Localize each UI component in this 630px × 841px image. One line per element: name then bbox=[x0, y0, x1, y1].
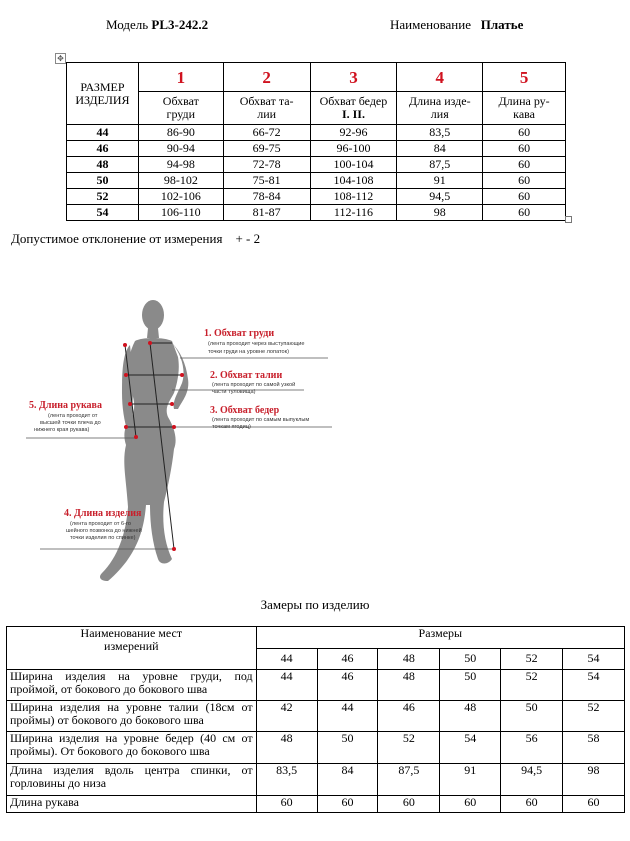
value-cell: 46 bbox=[378, 701, 440, 732]
label-hips bbox=[210, 405, 309, 430]
value-cell: 60 bbox=[483, 157, 566, 173]
name-label: Наименование bbox=[390, 17, 471, 32]
measurement-name: Ширина изделия на уровне талии (18см от проймы) от бокового до бокового шва bbox=[7, 701, 257, 732]
size-cell: 44 bbox=[67, 125, 139, 141]
value-cell: 75-81 bbox=[223, 173, 310, 189]
label-chest bbox=[204, 328, 305, 355]
table-row bbox=[67, 141, 566, 157]
value-cell: 91 bbox=[440, 764, 501, 796]
label-sleeve bbox=[29, 400, 102, 433]
column-label-line: лия bbox=[430, 107, 449, 121]
column-label-line: Обхват та- bbox=[239, 94, 294, 108]
table-move-handle-icon[interactable]: ✥ bbox=[55, 53, 66, 64]
value-cell: 60 bbox=[256, 796, 317, 813]
model-code: PL3-242.2 bbox=[151, 17, 209, 32]
label-sub: (лента проходит по самой узкой bbox=[212, 382, 296, 388]
measurements-table bbox=[6, 626, 625, 813]
tolerance-note: Допустимое отклонение от измерения + - 2 bbox=[11, 231, 261, 246]
table-row bbox=[7, 796, 625, 813]
value-cell: 87,5 bbox=[397, 157, 483, 173]
label-sub: (лента проходит через выступающие bbox=[208, 341, 305, 347]
column-label bbox=[223, 92, 310, 125]
column-number: 1 bbox=[138, 63, 223, 92]
value-cell: 98 bbox=[563, 764, 625, 796]
table-row bbox=[7, 701, 625, 732]
column-label-line: Длина изде- bbox=[408, 94, 471, 108]
label-length bbox=[64, 508, 142, 541]
measurement-name: Длина рукава bbox=[7, 796, 257, 813]
value-cell: 72-78 bbox=[223, 157, 310, 173]
value-cell: 54 bbox=[440, 732, 501, 764]
value-cell: 106-110 bbox=[138, 205, 223, 221]
value-cell: 60 bbox=[563, 796, 625, 813]
label-sub: (лента проходит от bbox=[48, 413, 98, 419]
table-row bbox=[67, 92, 566, 125]
table-row bbox=[67, 63, 566, 92]
value-cell: 56 bbox=[501, 732, 563, 764]
size-header-cell: 52 bbox=[501, 648, 563, 670]
value-cell: 87,5 bbox=[378, 764, 440, 796]
column-label-line: груди bbox=[166, 107, 196, 121]
table-row bbox=[7, 627, 625, 649]
value-cell: 60 bbox=[501, 796, 563, 813]
table-row bbox=[7, 764, 625, 796]
column-label-line: Обхват бедер bbox=[319, 94, 388, 108]
column-label bbox=[138, 92, 223, 125]
size-header-cell: 48 bbox=[378, 648, 440, 670]
label-sub: части туловища) bbox=[212, 389, 256, 395]
model-label: Модель bbox=[106, 17, 149, 32]
value-cell: 52 bbox=[563, 701, 625, 732]
value-cell: 94-98 bbox=[138, 157, 223, 173]
size-cell: 48 bbox=[67, 157, 139, 173]
value-cell: 66-72 bbox=[223, 125, 310, 141]
value-cell: 50 bbox=[440, 670, 501, 701]
size-header-cell bbox=[67, 63, 139, 125]
value-cell: 54 bbox=[563, 670, 625, 701]
value-cell: 94,5 bbox=[397, 189, 483, 205]
value-cell: 60 bbox=[483, 173, 566, 189]
value-cell: 98-102 bbox=[138, 173, 223, 189]
measurement-name: Длина изделия вдоль центра спинки, от горловины до низа bbox=[7, 764, 257, 796]
value-cell: 50 bbox=[501, 701, 563, 732]
label-sub: высшей точки плеча до bbox=[40, 420, 101, 426]
table-row bbox=[67, 189, 566, 205]
value-cell: 60 bbox=[483, 125, 566, 141]
table-row bbox=[67, 205, 566, 221]
measurement-name: Ширина изделия на уровне бедер (40 см от проймы). От бокового до бокового шва bbox=[7, 732, 257, 764]
header-name: Наименование мест измерений bbox=[80, 626, 183, 653]
measurements-title: Замеры по изделию bbox=[260, 597, 370, 612]
column-label-line: Длина ру- bbox=[498, 94, 550, 108]
column-label bbox=[397, 92, 483, 125]
value-cell: 81-87 bbox=[223, 205, 310, 221]
size-cell: 46 bbox=[67, 141, 139, 157]
value-cell: 52 bbox=[501, 670, 563, 701]
value-cell: 104-108 bbox=[310, 173, 397, 189]
value-cell: 46 bbox=[317, 670, 378, 701]
value-cell: 69-75 bbox=[223, 141, 310, 157]
value-cell: 60 bbox=[317, 796, 378, 813]
column-number: 2 bbox=[223, 63, 310, 92]
table-resize-handle[interactable] bbox=[565, 216, 572, 223]
label-sub: нижнего края рукава) bbox=[34, 427, 90, 433]
body-measurement-figure bbox=[22, 297, 342, 587]
value-cell: 86-90 bbox=[138, 125, 223, 141]
size-cell: 52 bbox=[67, 189, 139, 205]
value-cell: 48 bbox=[440, 701, 501, 732]
value-cell: 60 bbox=[483, 189, 566, 205]
value-cell: 42 bbox=[256, 701, 317, 732]
value-cell: 94,5 bbox=[501, 764, 563, 796]
size-header: РАЗМЕР ИЗДЕЛИЯ bbox=[75, 79, 130, 107]
value-cell: 100-104 bbox=[310, 157, 397, 173]
value-cell: 83,5 bbox=[256, 764, 317, 796]
label-sub: (лента проходит по самым выпуклым bbox=[212, 417, 310, 423]
value-cell: 91 bbox=[397, 173, 483, 189]
column-label-line: лии bbox=[257, 107, 277, 121]
value-cell: 98 bbox=[397, 205, 483, 221]
value-cell: 108-112 bbox=[310, 189, 397, 205]
label-title: 5. Длина рукава bbox=[29, 400, 102, 411]
size-cell: 50 bbox=[67, 173, 139, 189]
size-header-cell: 44 bbox=[256, 648, 317, 670]
column-number: 4 bbox=[397, 63, 483, 92]
value-cell: 112-116 bbox=[310, 205, 397, 221]
value-cell: 48 bbox=[256, 732, 317, 764]
label-title: 1. Обхват груди bbox=[204, 328, 275, 339]
header-name-cell bbox=[7, 627, 257, 670]
table-row bbox=[67, 157, 566, 173]
size-header-cell: 46 bbox=[317, 648, 378, 670]
measurement-name: Ширина изделия на уровне груди, под проймой, от бокового до бокового шва bbox=[7, 670, 257, 701]
size-header-cell: 50 bbox=[440, 648, 501, 670]
label-title: 4. Длина изделия bbox=[64, 508, 142, 519]
table-row bbox=[67, 125, 566, 141]
value-cell: 60 bbox=[483, 205, 566, 221]
column-label bbox=[483, 92, 566, 125]
model-heading bbox=[106, 17, 208, 33]
name-value: Платье bbox=[480, 17, 524, 32]
label-sub: шейного позвонка до нижней bbox=[66, 528, 142, 534]
value-cell: 90-94 bbox=[138, 141, 223, 157]
product-name-heading bbox=[390, 17, 523, 33]
value-cell: 83,5 bbox=[397, 125, 483, 141]
value-cell: 102-106 bbox=[138, 189, 223, 205]
column-label-line: кава bbox=[513, 107, 535, 121]
table-row bbox=[67, 173, 566, 189]
label-title: 3. Обхват бедер bbox=[210, 405, 280, 416]
value-cell: 44 bbox=[256, 670, 317, 701]
value-cell: 78-84 bbox=[223, 189, 310, 205]
column-label bbox=[310, 92, 397, 125]
value-cell: 96-100 bbox=[310, 141, 397, 157]
label-waist bbox=[210, 370, 295, 395]
table-row bbox=[7, 670, 625, 701]
value-cell: 44 bbox=[317, 701, 378, 732]
column-label-line: I. II. bbox=[341, 107, 365, 121]
size-header-cell: 54 bbox=[563, 648, 625, 670]
label-sub: точки груди на уровне лопаток) bbox=[208, 349, 289, 355]
value-cell: 92-96 bbox=[310, 125, 397, 141]
size-cell: 54 bbox=[67, 205, 139, 221]
label-sub: точкам ягодиц) bbox=[212, 424, 251, 430]
value-cell: 84 bbox=[317, 764, 378, 796]
header-sizes: Размеры bbox=[256, 627, 624, 649]
value-cell: 60 bbox=[378, 796, 440, 813]
value-cell: 84 bbox=[397, 141, 483, 157]
value-cell: 60 bbox=[440, 796, 501, 813]
value-cell: 50 bbox=[317, 732, 378, 764]
column-number: 5 bbox=[483, 63, 566, 92]
size-chart-table bbox=[66, 62, 566, 221]
value-cell: 60 bbox=[483, 141, 566, 157]
column-label-line: Обхват bbox=[162, 94, 199, 108]
label-sub: (лента проходит от 6-го bbox=[70, 521, 132, 527]
value-cell: 48 bbox=[378, 670, 440, 701]
label-title: 2. Обхват талии bbox=[210, 370, 283, 381]
table-row bbox=[7, 732, 625, 764]
value-cell: 58 bbox=[563, 732, 625, 764]
label-sub: точки изделия по спинке) bbox=[70, 535, 136, 541]
column-number: 3 bbox=[310, 63, 397, 92]
value-cell: 52 bbox=[378, 732, 440, 764]
